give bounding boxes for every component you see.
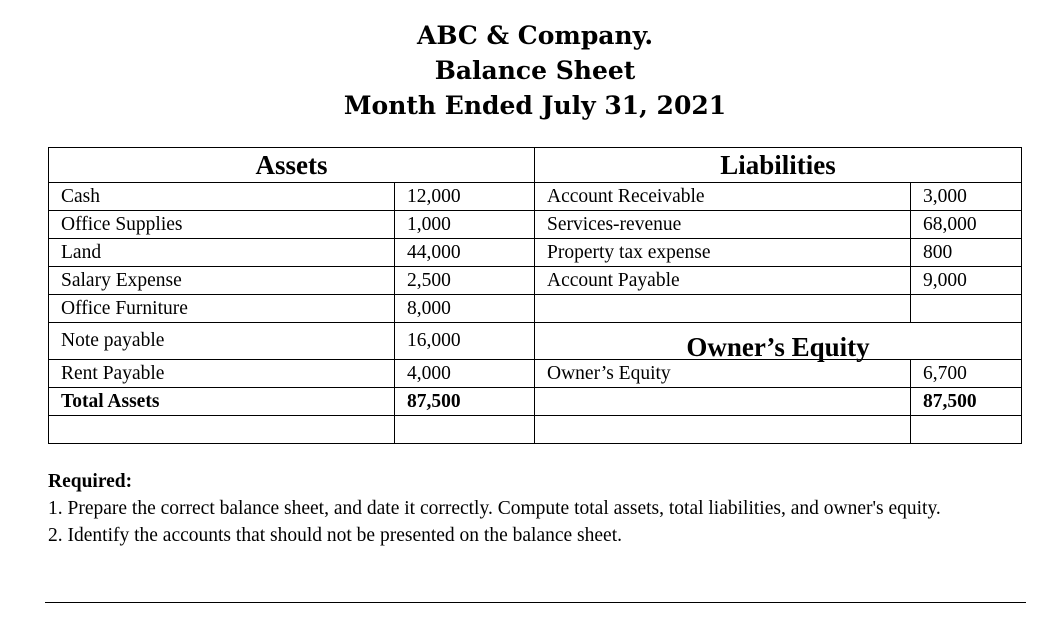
empty-cell [911,416,1022,444]
asset-value: 1,000 [395,211,535,239]
empty-cell [535,388,911,416]
table-row [49,239,1022,267]
asset-value: 16,000 [395,323,535,360]
table-row [49,267,1022,295]
asset-label: Note payable [49,323,395,360]
total-row [49,388,1022,416]
table-header-row [49,148,1022,183]
asset-label: Cash [49,183,395,211]
liability-label: Account Payable [535,267,911,295]
balance-sheet-table [48,147,1022,444]
asset-label: Office Furniture [49,295,395,323]
table-row [49,211,1022,239]
liability-value: 3,000 [911,183,1022,211]
asset-value: 44,000 [395,239,535,267]
liability-label: Account Receivable [535,183,911,211]
asset-value: 2,500 [395,267,535,295]
total-assets-label: Total Assets [49,388,395,416]
equity-value: 6,700 [911,360,1022,388]
asset-value: 4,000 [395,360,535,388]
liability-value: 800 [911,239,1022,267]
total-assets-value: 87,500 [395,388,535,416]
asset-value: 8,000 [395,295,535,323]
asset-value: 12,000 [395,183,535,211]
liability-label: Property tax expense [535,239,911,267]
asset-label: Salary Expense [49,267,395,295]
table-row [49,183,1022,211]
total-right-value: 87,500 [911,388,1022,416]
table-row [49,295,1022,323]
empty-cell [535,416,911,444]
blank-row [49,416,1022,444]
liability-label: Services-revenue [535,211,911,239]
required-item: 2. Identify the accounts that should not be presented on the balance sheet. [48,525,622,546]
bottom-divider [45,602,1026,603]
statement-title: Balance Sheet [434,56,636,85]
table-row [49,323,1022,360]
assets-heading: Assets [49,148,535,183]
required-section [48,468,1038,549]
statement-header [0,18,1059,123]
required-heading: Required: [48,471,133,492]
table-row [49,360,1022,388]
liability-value: 68,000 [911,211,1022,239]
liabilities-heading: Liabilities [535,148,1022,183]
owners-equity-heading: Owner’s Equity [535,323,1022,360]
empty-cell [911,295,1022,323]
equity-label: Owner’s Equity [535,360,911,388]
asset-label: Office Supplies [49,211,395,239]
required-item: 1. Prepare the correct balance sheet, and date it correctly. Compute total assets, total liabilities, and owner's equity. [48,498,941,519]
empty-cell [49,416,395,444]
empty-cell [395,416,535,444]
liability-value: 9,000 [911,267,1022,295]
statement-period: Month Ended July 31, 2021 [343,91,727,120]
asset-label: Rent Payable [49,360,395,388]
asset-label: Land [49,239,395,267]
company-name: ABC & Company. [416,21,654,50]
empty-cell [535,295,911,323]
